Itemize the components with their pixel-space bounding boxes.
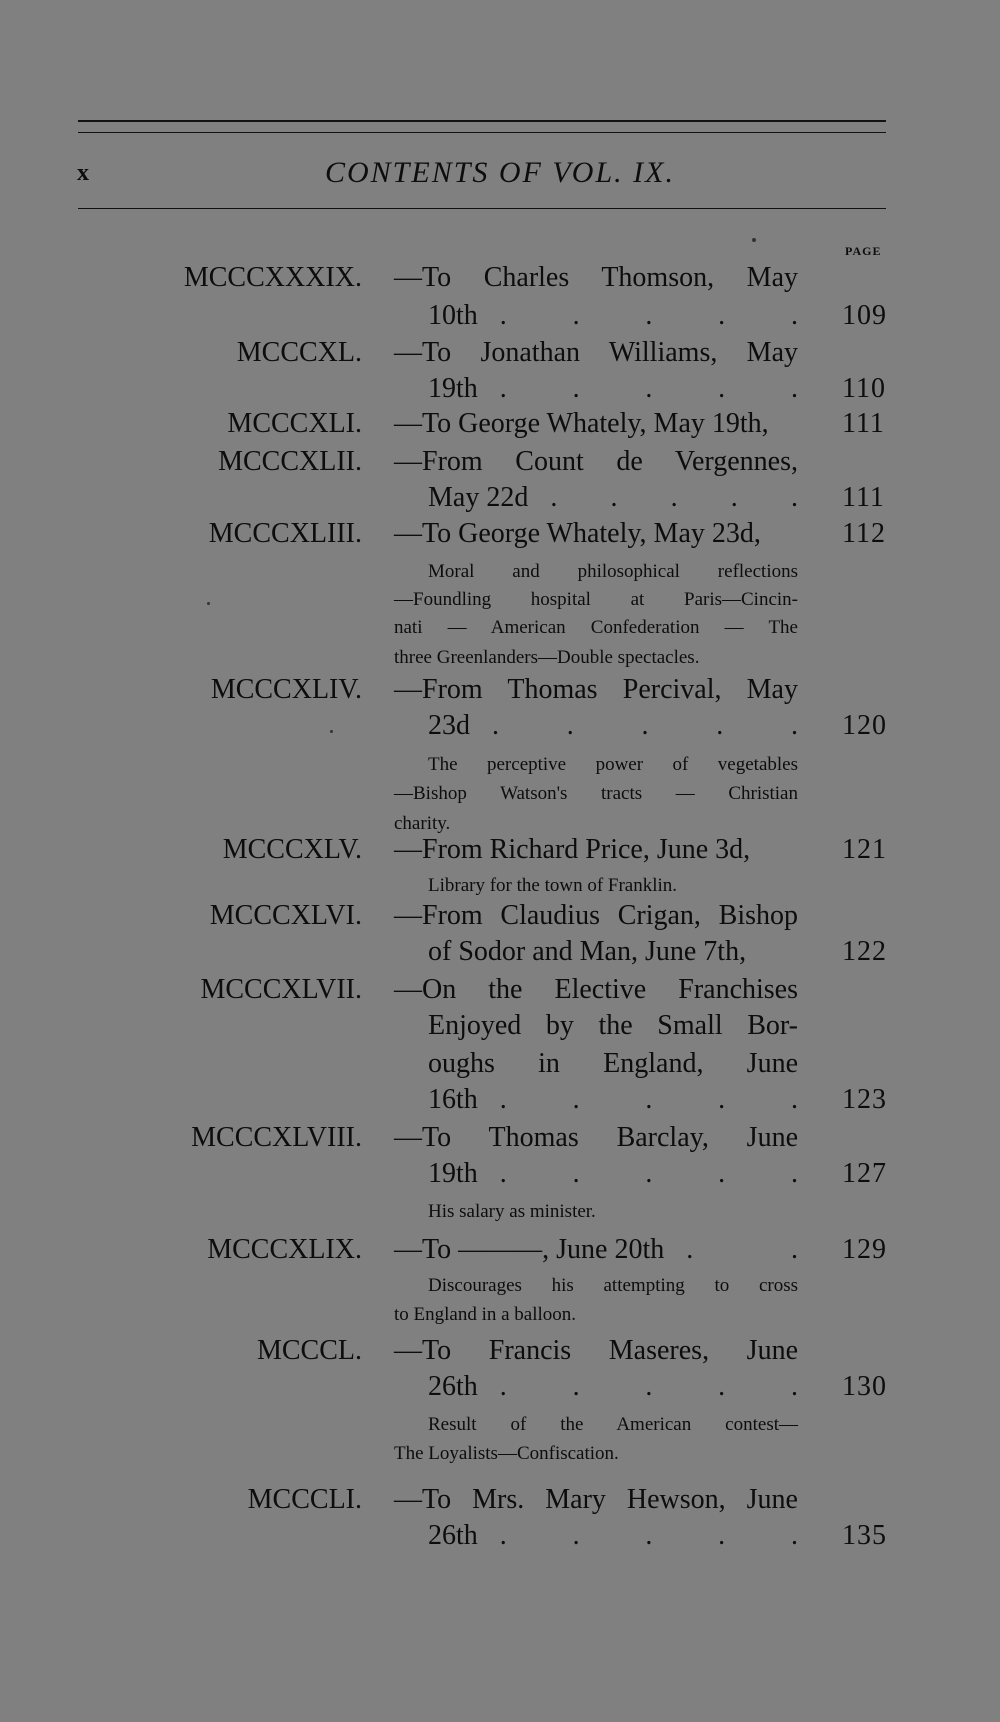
stray-dot (752, 238, 756, 242)
entry-title-continued: Enjoyed by the Small Bor- (428, 1010, 798, 1041)
entry-summary: nati — American Confederation — The (394, 617, 798, 638)
rule-top (78, 120, 886, 122)
entry-title: —To George Whately, May 19th, (394, 408, 769, 439)
entry-summary: Discourages his attempting to cross (428, 1275, 798, 1296)
entry-title-text: —To ———, June 20th (394, 1234, 665, 1265)
page-number: 111 (842, 482, 885, 513)
entry-title-text: May 22d (428, 482, 529, 513)
entry-title: —To Jonathan Williams, May (394, 337, 798, 368)
page-number: 109 (842, 300, 887, 331)
page-number: 123 (842, 1084, 887, 1115)
entry-summary: three Greenlanders—Double spectacles. (394, 647, 700, 668)
entry-title-continued: oughs in England, June (428, 1048, 798, 1079)
entry-numeral: MCCCXLI. (227, 408, 362, 439)
entry-summary: to England in a balloon. (394, 1304, 577, 1325)
entry-numeral: MCCCXLIV. (210, 674, 362, 705)
entry-title: —From Thomas Percival, May (394, 674, 798, 705)
dot-leader: . . . . . (492, 710, 798, 741)
entry-numeral: MCCCXL. (236, 337, 362, 368)
entry-numeral: MCCCXLV. (222, 834, 362, 865)
entry-title-continued (428, 300, 798, 332)
entry-numeral: MCCCXLVII. (200, 974, 362, 1005)
dot-leader: . . (686, 1234, 798, 1265)
dot-leader: . . . . . (550, 482, 798, 513)
page-number: 110 (842, 373, 886, 404)
entry-summary: —Foundling hospital at Paris—Cincin- (394, 589, 798, 610)
entry-numeral: MCCCXLVI. (209, 900, 362, 931)
entry-title-text: 10th (428, 300, 478, 331)
entry-summary: The Loyalists—Confiscation. (394, 1443, 619, 1464)
rule-top-thin (78, 132, 886, 133)
page-column-header: PAGE (845, 244, 882, 258)
entry-title: —From Count de Vergennes, (394, 446, 798, 477)
entry-numeral: MCCCXXXIX. (183, 262, 362, 293)
dot-leader: . . . . . (499, 1520, 798, 1551)
entry-title-continued (428, 373, 798, 405)
page-number: 121 (842, 834, 887, 865)
dot-leader: . . . . . (499, 1084, 798, 1115)
entry-title-continued (428, 710, 798, 742)
entry-title-continued (428, 482, 798, 514)
dot-leader: . . . . . (499, 373, 798, 404)
entry-title: —From Richard Price, June 3d, (394, 834, 751, 865)
page-number: 129 (842, 1234, 887, 1265)
entry-summary: —Bishop Watson's tracts — Christian (394, 783, 798, 804)
entry-numeral: MCCCXLIX. (207, 1234, 362, 1265)
stray-dot (330, 730, 333, 733)
entry-title-continued (428, 1084, 798, 1116)
entry-title (394, 1234, 798, 1266)
entry-summary: The perceptive power of vegetables (428, 754, 798, 775)
entry-title-continued (428, 1158, 798, 1190)
entry-title-text: 26th (428, 1520, 478, 1551)
entry-summary: His salary as minister. (428, 1201, 596, 1222)
entry-title: —To George Whately, May 23d, (394, 518, 761, 549)
entry-numeral: MCCCXLVIII. (191, 1122, 362, 1153)
page-number: 112 (842, 518, 886, 549)
dot-leader: . . . . . (499, 1371, 798, 1402)
entry-numeral: MCCCL. (256, 1335, 362, 1366)
entry-title-continued: of Sodor and Man, June 7th, (428, 936, 747, 967)
entry-title-continued (428, 1520, 798, 1552)
entry-title-text: 26th (428, 1371, 478, 1402)
page-number: 135 (842, 1520, 887, 1551)
entry-summary: Library for the town of Franklin. (428, 875, 678, 896)
entry-numeral: MCCCXLII. (218, 446, 362, 477)
entry-summary: Result of the American contest— (428, 1414, 798, 1435)
entry-title-text: 19th (428, 1158, 478, 1189)
entry-title-text: 16th (428, 1084, 478, 1115)
page-number: 122 (842, 936, 887, 967)
entry-title-text: 19th (428, 373, 478, 404)
running-title: CONTENTS OF VOL. IX. (325, 156, 675, 189)
entry-numeral: MCCCLI. (247, 1484, 362, 1515)
page-number: 120 (842, 710, 887, 741)
rule-under-header (78, 208, 886, 209)
entry-summary: charity. (394, 813, 451, 834)
page-number: 111 (842, 408, 885, 439)
page-number: 127 (842, 1158, 887, 1189)
entry-title: —On the Elective Franchises (394, 974, 798, 1005)
dot-leader: . . . . . (499, 300, 798, 331)
entry-title-text: 23d (428, 710, 470, 741)
stray-dot (207, 602, 210, 605)
dot-leader: . . . . . (499, 1158, 798, 1189)
entry-numeral: MCCCXLIII. (208, 518, 362, 549)
entry-title: —To Charles Thomson, May (394, 262, 798, 293)
folio: x (77, 160, 89, 186)
entry-title-continued (428, 1371, 798, 1403)
entry-title: —From Claudius Crigan, Bishop (394, 900, 798, 931)
entry-title: —To Mrs. Mary Hewson, June (394, 1484, 798, 1515)
entry-title: —To Thomas Barclay, June (394, 1122, 798, 1153)
entry-title: —To Francis Maseres, June (394, 1335, 798, 1366)
page-number: 130 (842, 1371, 887, 1402)
entry-summary: Moral and philosophical reflections (428, 561, 798, 582)
